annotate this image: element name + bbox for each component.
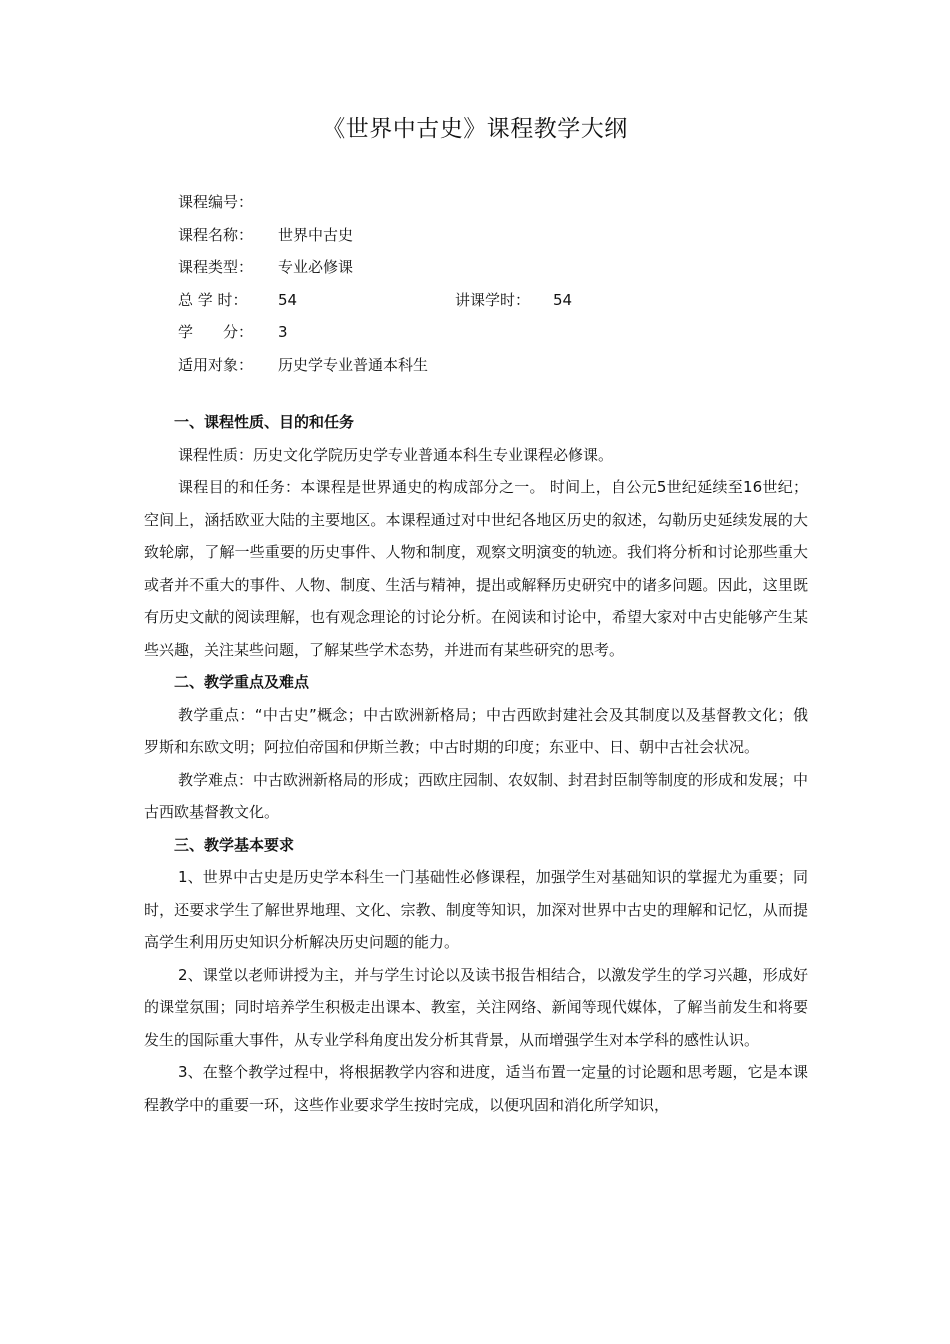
section-heading: 一、课程性质、目的和任务 [174, 413, 355, 431]
audience-value: 历史学专业普通本科生 [278, 355, 429, 374]
section-heading: 三、教学基本要求 [174, 835, 295, 854]
paragraph: 1、世界中古史是历史学本科生一门基础性必修课程，加强学生对基础知识的掌握尤为重要；同时，还要求学生了解世界地理、文化、宗教、制度等知识，加深对世界中古史的理解和记忆，从而提高学生利用历史知识分析解决历史问题的能力。 [144, 868, 808, 951]
paragraph: 课程性质：历史文化学院历史学专业普通本科生专业课程必修课。 [178, 445, 614, 464]
syllabus-body [144, 406, 808, 1121]
lecture-hours-label: 讲课学时： [455, 290, 531, 309]
course-info-block [178, 186, 573, 381]
course-type-value: 专业必修课 [278, 258, 354, 276]
document-title: 《世界中古史》课程教学大纲 [322, 116, 628, 142]
credits-row [178, 316, 428, 349]
paragraph: 课程目的和任务：本课程是世界通史的构成部分之一。 时间上，自公元5世纪延续至16世纪；空间上，涵括欧亚大陆的主要地区。本课程通过对中世纪各地区历史的叙述，勾勒历史延续发展的大致轮廓，了解一些重要的历史事件、人物和制度，观察文明演变的轨迹。我们将分析和讨论那些重大或者并不重大的事件、人物、制度、生活与精神，提出或解释历史研究中的诸多问题。因此，这里既有历史文献的阅读理解，也有观念理论的讨论分析。在阅读和讨论中，希望大家对中古史能够产生某些兴趣，关注某些问题，了解某些学术态势，并进而有某些研究的思考。 [144, 478, 808, 659]
lecture-hours [455, 284, 572, 317]
credits-value: 3 [278, 323, 288, 341]
total-hours-row [178, 284, 573, 317]
section-heading: 二、教学重点及难点 [174, 673, 310, 691]
course-name-label: 课程名称： [178, 225, 254, 244]
total-hours-value: 54 [278, 290, 298, 309]
course-code-label: 课程编号： [178, 193, 254, 211]
course-name-row [178, 219, 428, 252]
paragraph: 教学重点：“中古史”概念；中古欧洲新格局；中古西欧封建社会及其制度以及基督教文化；俄罗斯和东欧文明；阿拉伯帝国和伊斯兰教；中古时期的印度；东亚中、日、朝中古社会状况。 [144, 705, 808, 756]
total-hours-label: 总 学 时： [178, 290, 248, 309]
course-type-row [178, 251, 428, 284]
course-code-row [178, 186, 428, 219]
credits-label: 学 分： [178, 323, 254, 341]
paragraph: 2、课堂以老师讲授为主，并与学生讨论以及读书报告相结合，以激发学生的学习兴趣，形成好的课堂氛围；同时培养学生积极走出课本、教室，关注网络、新闻等现代媒体，了解当前发生和将要发生的国际重大事件，从专业学科角度出发分析其背景，从而增强学生对本学科的感性认识。 [144, 965, 808, 1049]
audience-row [178, 349, 428, 382]
course-type-label: 课程类型： [178, 258, 254, 276]
course-name-value: 世界中古史 [278, 225, 354, 244]
paragraph: 教学难点：中古欧洲新格局的形成；西欧庄园制、农奴制、封君封臣制等制度的形成和发展；中古西欧基督教文化。 [144, 770, 809, 821]
lecture-hours-value: 54 [553, 290, 573, 309]
audience-label: 适用对象： [178, 355, 254, 374]
paragraph: 3、在整个教学过程中，将根据教学内容和进度，适当布置一定量的讨论题和思考题，它是本课程教学中的重要一环，这些作业要求学生按时完成，以便巩固和消化所学知识， [144, 1063, 808, 1114]
